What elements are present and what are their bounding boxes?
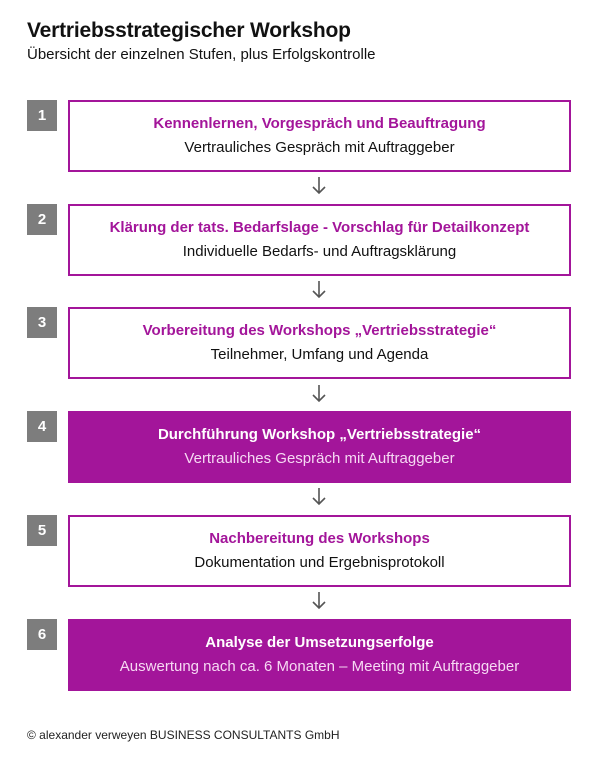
down-arrow-icon (309, 383, 329, 405)
step-6 (27, 619, 571, 691)
step-5 (27, 515, 571, 587)
step-description: Vertrauliches Gespräch mit Auftraggeber (184, 450, 455, 467)
step-box-highlighted (68, 619, 571, 691)
step-4 (27, 411, 571, 483)
step-2 (27, 204, 571, 276)
step-description: Dokumentation und Ergebnisprotokoll (194, 554, 445, 571)
step-1 (27, 100, 571, 172)
down-arrow-icon (309, 590, 329, 612)
copyright-footer: © alexander verweyen BUSINESS CONSULTANTS GmbH (27, 728, 340, 742)
step-number-badge: 6 (27, 619, 57, 650)
step-title: Kennenlernen, Vorgespräch und Beauftragung (153, 115, 486, 132)
step-title: Analyse der Umsetzungserfolge (205, 634, 434, 651)
page-title: Vertriebsstrategischer Workshop (27, 19, 351, 42)
page-subtitle: Übersicht der einzelnen Stufen, plus Erfolgskontrolle (27, 46, 376, 63)
step-number-badge: 3 (27, 307, 57, 338)
step-3 (27, 307, 571, 379)
step-number-badge: 1 (27, 100, 57, 131)
step-number-badge: 4 (27, 411, 57, 442)
step-description: Teilnehmer, Umfang und Agenda (210, 346, 429, 363)
down-arrow-icon (309, 175, 329, 197)
step-title: Klärung der tats. Bedarfslage - Vorschlag für Detailkonzept (109, 219, 530, 236)
step-description: Auswertung nach ca. 6 Monaten – Meeting mit Auftraggeber (119, 658, 520, 675)
step-box-highlighted (68, 411, 571, 483)
step-description: Individuelle Bedarfs- und Auftragsklärung (182, 243, 457, 260)
step-title: Nachbereitung des Workshops (209, 530, 430, 547)
step-description: Vertrauliches Gespräch mit Auftraggeber (184, 139, 455, 156)
down-arrow-icon (309, 486, 329, 508)
step-number-badge: 2 (27, 204, 57, 235)
down-arrow-icon (309, 279, 329, 301)
step-box (68, 515, 571, 587)
step-box (68, 100, 571, 172)
step-box (68, 204, 571, 276)
step-title: Durchführung Workshop „Vertriebsstrategie“ (157, 426, 482, 443)
step-title: Vorbereitung des Workshops „Vertriebsstrategie“ (142, 322, 497, 339)
step-number-badge: 5 (27, 515, 57, 546)
step-box (68, 307, 571, 379)
